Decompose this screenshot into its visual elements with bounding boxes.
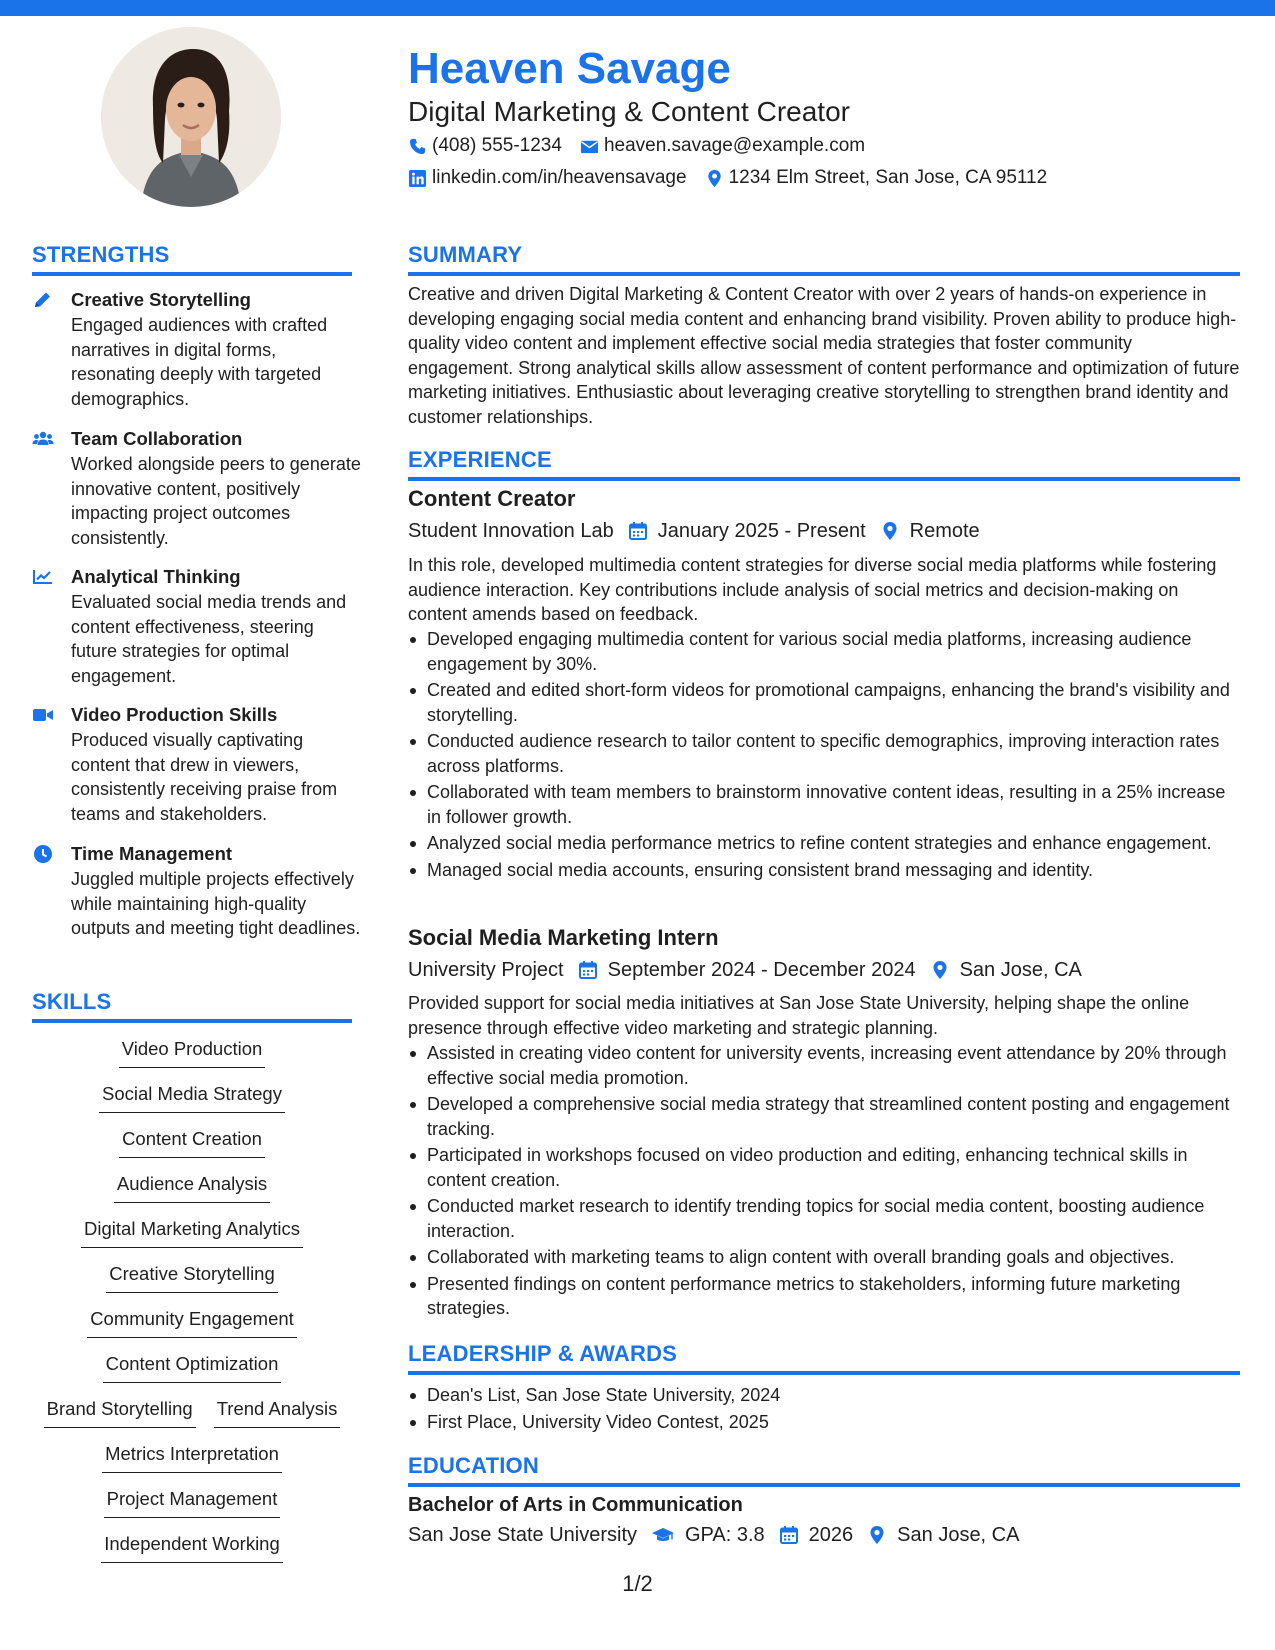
address-text: 1234 Elm Street, San Jose, CA 95112	[728, 167, 1048, 188]
education-year	[779, 1521, 854, 1549]
list-item: Collaborated with marketing teams to align content with overall branding goals and objectives.	[408, 1245, 1240, 1270]
job-meta	[408, 517, 994, 545]
skill-tag: Independent Working	[101, 1532, 283, 1563]
skills-rule	[32, 1019, 352, 1023]
skill-tag: Content Optimization	[103, 1352, 282, 1383]
list-item: Managed social media accounts, ensuring consistent brand messaging and identity.	[408, 858, 1240, 883]
location-pin-icon	[880, 521, 900, 541]
strength-desc: Produced visually captivating content that drew in viewers, consistently receiving praise from teams and stakeholders.	[71, 730, 338, 824]
skill-tag: Content Creation	[119, 1127, 265, 1158]
education-rule	[408, 1483, 1240, 1487]
strength-title: Team Collaboration	[71, 428, 243, 449]
contact-phone[interactable]	[408, 133, 562, 159]
profile-photo	[101, 27, 281, 207]
job-description: In this role, developed multimedia content strategies for diverse social media platforms while fostering audience interaction. Key contributions include analysis of social metrics and decision-making on content amends based on feedback.	[408, 555, 1217, 624]
graduation-cap-icon	[651, 1525, 675, 1545]
skill-tag: Video Production	[119, 1037, 266, 1068]
users-icon	[32, 429, 56, 451]
strength-desc: Juggled multiple projects effectively while maintaining high-quality outputs and meeting tight deadlines.	[71, 869, 361, 938]
contact-address	[705, 165, 1048, 191]
skills-heading: SKILLS	[32, 989, 112, 1014]
skill-tag: Social Media Strategy	[99, 1082, 285, 1113]
location-pin-icon	[705, 169, 724, 188]
phone-icon	[408, 137, 427, 156]
list-item: First Place, University Video Contest, 2025	[408, 1410, 1240, 1435]
year-text: 2026	[808, 1524, 854, 1546]
calendar-icon	[779, 1525, 799, 1545]
list-item: Developed a comprehensive social media strategy that streamlined content posting and engagement tracking.	[408, 1092, 1240, 1141]
linkedin-text: linkedin.com/in/heavensavage	[432, 167, 687, 188]
experience-heading: EXPERIENCE	[408, 447, 552, 472]
leadership-rule	[408, 1371, 1240, 1375]
list-item: Dean's List, San Jose State University, 2024	[408, 1383, 1240, 1408]
pencil-icon	[32, 290, 56, 312]
video-icon	[32, 705, 56, 727]
list-item: Participated in workshops focused on video production and editing, enhancing technical skills in content creation.	[408, 1143, 1240, 1192]
strength-desc: Evaluated social media trends and content effectiveness, steering future strategies for optimal engagement.	[71, 592, 347, 686]
leadership-list	[408, 1383, 1240, 1436]
email-text: heaven.savage@example.com	[603, 135, 866, 156]
job-dates-text: January 2025 - Present	[657, 520, 866, 542]
list-item: Presented findings on content performance metrics to stakeholders, informing future marketing strategies.	[408, 1272, 1240, 1321]
job-location-text: Remote	[909, 520, 980, 542]
degree-title: Bachelor of Arts in Communication	[408, 1494, 743, 1516]
job-location-text: San Jose, CA	[959, 959, 1082, 981]
education-location-text: San Jose, CA	[897, 1524, 1020, 1546]
job-title: Social Media Marketing Intern	[408, 925, 719, 950]
job-dates	[578, 956, 916, 984]
job-location	[880, 517, 980, 545]
experience-rule	[408, 477, 1240, 481]
list-item: Collaborated with team members to brainstorm innovative content ideas, resulting in a 25% increase in follower growth.	[408, 780, 1240, 829]
contact-linkedin[interactable]	[408, 165, 687, 191]
job-title: Content Creator	[408, 486, 576, 511]
skill-tag: Community Engagement	[87, 1307, 297, 1338]
job-meta	[408, 956, 1096, 984]
job-bullets	[408, 627, 1240, 884]
list-item: Assisted in creating video content for university events, increasing event attendance by 20% through effective social media promotion.	[408, 1041, 1240, 1090]
skill-tag: Metrics Interpretation	[102, 1442, 282, 1473]
summary-heading: SUMMARY	[408, 242, 523, 267]
skills-list	[32, 1037, 352, 1577]
top-accent-bar	[0, 0, 1275, 16]
chart-line-icon	[32, 567, 56, 589]
education-location	[867, 1521, 1019, 1549]
summary-rule	[408, 272, 1240, 276]
linkedin-icon	[408, 169, 427, 188]
location-pin-icon	[867, 1525, 887, 1545]
skill-tag: Trend Analysis	[214, 1397, 341, 1428]
education-heading: EDUCATION	[408, 1453, 539, 1478]
mail-icon	[580, 137, 599, 156]
job-dates-text: September 2024 - December 2024	[607, 959, 916, 981]
phone-text: (408) 555-1234	[432, 135, 562, 156]
contact-row-primary	[408, 133, 865, 159]
page-number: 1/2	[622, 1571, 653, 1596]
calendar-icon	[578, 960, 598, 980]
strength-title: Video Production Skills	[71, 704, 278, 725]
candidate-name: Heaven Savage	[408, 44, 731, 93]
job-location	[930, 956, 1082, 984]
skill-tag: Audience Analysis	[114, 1172, 270, 1203]
strength-desc: Worked alongside peers to generate innovative content, positively impacting project outcomes consistently.	[71, 454, 361, 548]
strength-title: Creative Storytelling	[71, 289, 251, 310]
contact-email[interactable]	[580, 133, 865, 159]
contact-row-secondary	[408, 165, 1047, 191]
strength-title: Time Management	[71, 843, 233, 864]
job-description: Provided support for social media initiatives at San Jose State University, helping shape the online presence through effective video marketing and strategic planning.	[408, 993, 1190, 1038]
education-meta	[408, 1521, 1033, 1549]
job-org: Student Innovation Lab	[408, 520, 614, 542]
strength-title: Analytical Thinking	[71, 566, 241, 587]
list-item: Analyzed social media performance metrics to refine content strategies and enhance engagement.	[408, 831, 1240, 856]
list-item: Developed engaging multimedia content for various social media platforms, increasing audience engagement by 30%.	[408, 627, 1240, 676]
skill-tag: Brand Storytelling	[44, 1397, 196, 1428]
summary-text: Creative and driven Digital Marketing & Content Creator with over 2 years of hands-on experience in developing engaging social media content and enhancing brand visibility. Proven ability to produce high-quality video content and implement effective social media strategies that foster community engagement. Strong analytical skills allow assessment of content performance and optimization of future marketing initiatives. Enthusiastic about leveraging creative storytelling to strengthen brand identity and customer relationships.	[408, 284, 1240, 427]
education-gpa	[651, 1521, 765, 1549]
skill-tag: Project Management	[104, 1487, 281, 1518]
list-item: Created and edited short-form videos for promotional campaigns, enhancing the brand's visibility and storytelling.	[408, 678, 1240, 727]
strength-desc: Engaged audiences with crafted narratives in digital forms, resonating deeply with targeted demographics.	[71, 315, 328, 409]
gpa-text: GPA: 3.8	[685, 1524, 765, 1546]
job-dates	[628, 517, 866, 545]
job-org: University Project	[408, 959, 564, 981]
skill-tag: Digital Marketing Analytics	[81, 1217, 303, 1248]
list-item: Conducted audience research to tailor content to specific demographics, improving interaction rates across platforms.	[408, 729, 1240, 778]
candidate-role: Digital Marketing & Content Creator	[408, 96, 850, 127]
strengths-heading: STRENGTHS	[32, 242, 170, 267]
leadership-heading: LEADERSHIP & AWARDS	[408, 1341, 678, 1366]
list-item: Conducted market research to identify trending topics for social media content, boosting audience interaction.	[408, 1194, 1240, 1243]
strengths-rule	[32, 272, 352, 276]
calendar-icon	[628, 521, 648, 541]
job-bullets	[408, 1041, 1240, 1323]
clock-icon	[32, 844, 56, 866]
location-pin-icon	[930, 960, 950, 980]
school-name: San Jose State University	[408, 1524, 637, 1546]
skill-tag: Creative Storytelling	[106, 1262, 278, 1293]
